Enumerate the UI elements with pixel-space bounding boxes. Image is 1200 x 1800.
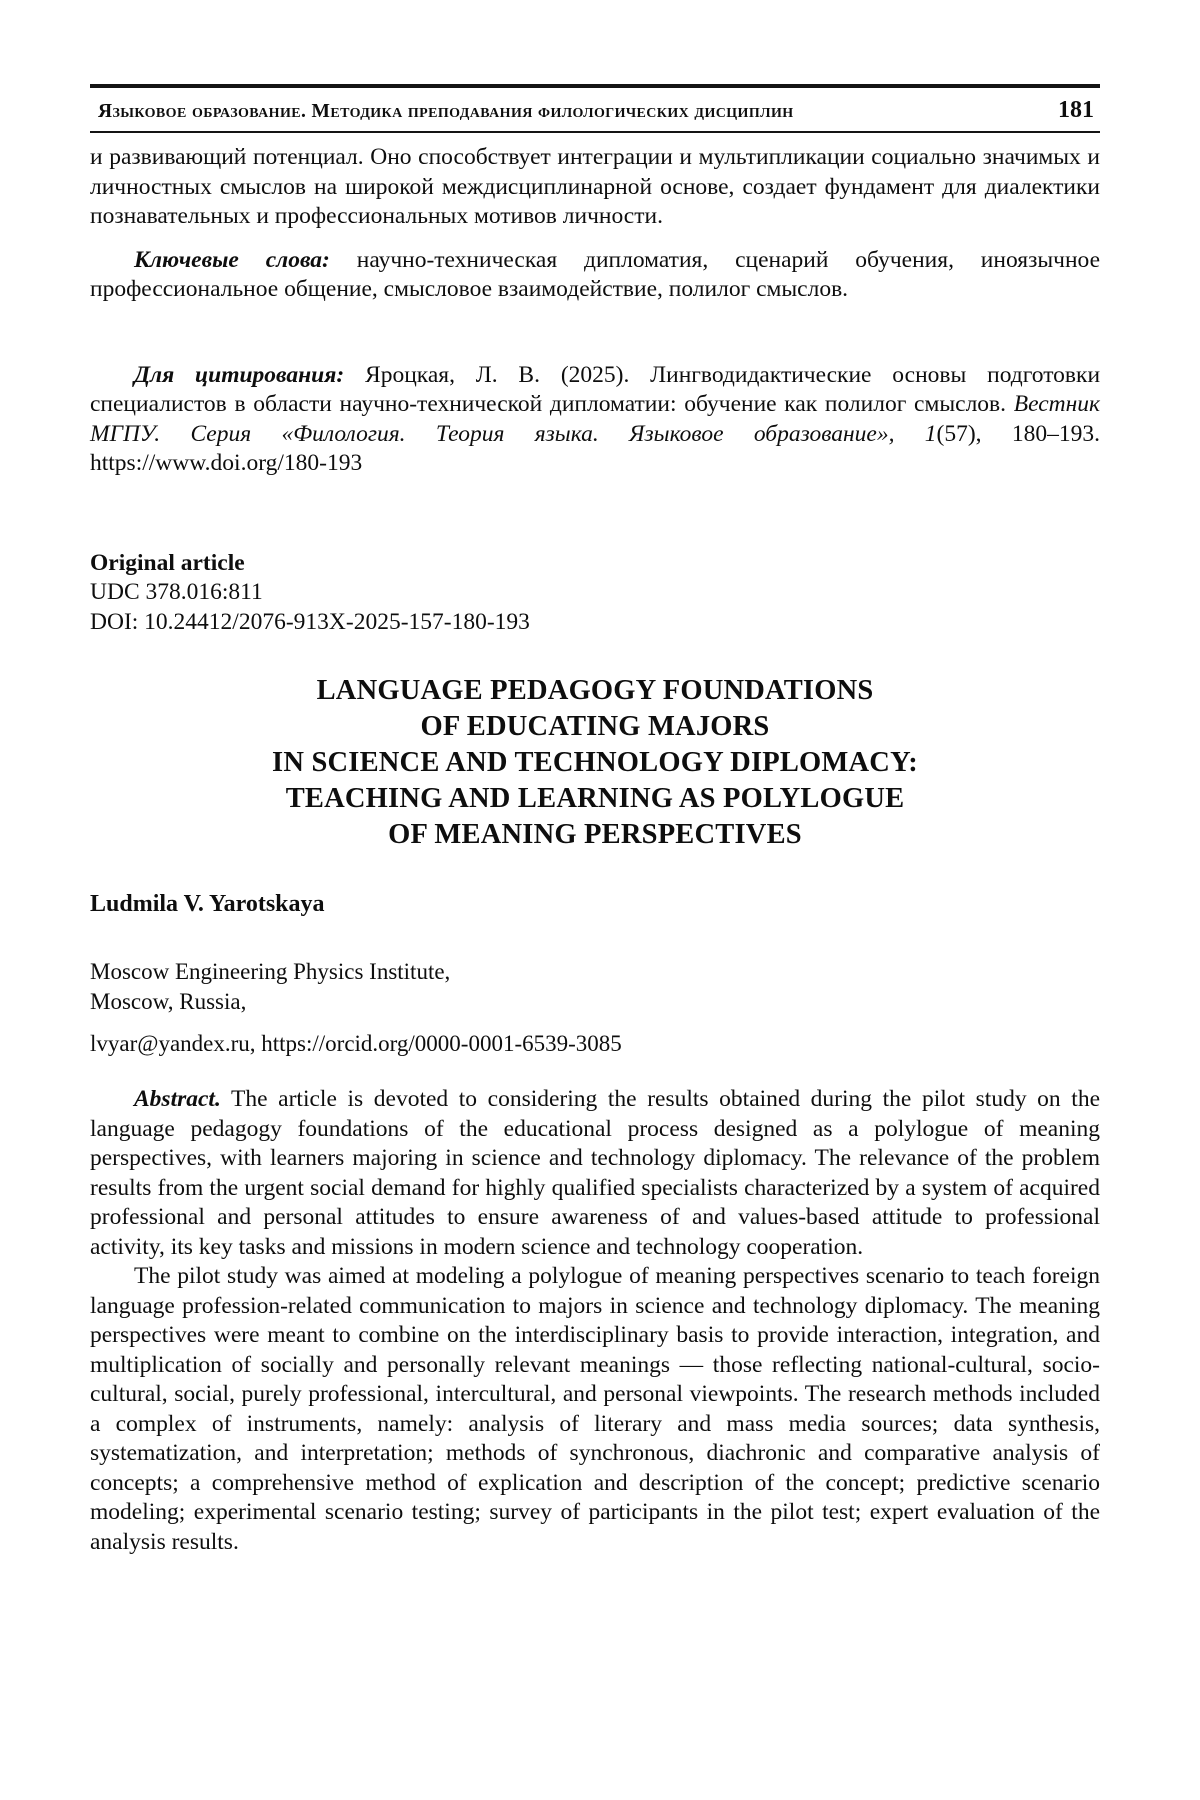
affiliation-line-2: Moscow, Russia, — [90, 989, 247, 1014]
keywords-label: Ключевые слова: — [134, 246, 330, 273]
title-line-4: TEACHING AND LEARNING AS POLYLOGUE — [285, 783, 905, 814]
abstract-paragraph-2 — [90, 1262, 1100, 1557]
citation-volume-number: 1 — [924, 420, 937, 447]
author-name: Ludmila V. Yarotskaya — [90, 891, 325, 917]
citation-label: Для цитирования: — [134, 361, 345, 388]
title-line-1: LANGUAGE PEDAGOGY FOUNDATIONS — [316, 675, 874, 706]
abstract-label: Abstract. — [134, 1086, 221, 1112]
citation-journal-title: Вестник МГПУ. Серия «Филология. Теория языка. Языковое образование», — [90, 391, 1100, 447]
abstract-paragraph-1 — [90, 1085, 1100, 1262]
intro-paragraph — [90, 143, 1100, 232]
udc-number: UDC 378.016:811 — [90, 579, 263, 605]
article-type-label: Original article — [90, 549, 245, 576]
citation-issue-pages: (57), 180–193. https://www.doi.org/180-193 — [90, 420, 1101, 476]
citation-authors-text: Яроцкая, Л. В. (2025). Лингводидактические основы подготовки специалистов в области научно-технической дипломатии: обучение как полилог смыслов. — [90, 361, 1101, 417]
affiliation-line-1: Moscow Engineering Physics Institute, — [90, 959, 451, 984]
doi-number: DOI: 10.24412/2076-913X-2025-157-180-193 — [90, 608, 530, 635]
citation-paragraph — [90, 361, 1100, 479]
running-head-title: Языковое образование. Методика преподавания филологических дисциплин — [98, 101, 794, 122]
page-number: 181 — [1058, 97, 1094, 123]
affiliation-block — [90, 957, 1100, 1059]
intro-paragraph-text: и развивающий потенциал. Оно способствует интеграции и мультипликации социально значимых и личностных смыслов на широкой междисциплинарной основе, создает фундамент для диалектики познавательных и профессиональных мотивов личности. — [90, 144, 1100, 229]
article-title — [90, 673, 1100, 853]
title-line-2: OF EDUCATING MAJORS — [420, 711, 770, 742]
keywords-paragraph — [90, 246, 1100, 305]
article-meta-block — [90, 549, 1100, 638]
title-line-3: IN SCIENCE AND TECHNOLOGY DIPLOMACY: — [272, 747, 918, 778]
running-head — [90, 84, 1100, 133]
abstract-text-1: The article is devoted to considering the results obtained during the pilot study on the language pedagogy foundations of the educational process designed as a polylogue of meaning perspectives, with learners majoring in science and technology diplomacy. The relevance of the problem results from the urgent social demand for highly qualified specialists characterized by a system of acquired professional and personal attitudes to ensure awareness of and values-based attitude to professional activity, its key tasks and missions in modern science and technology cooperation. — [90, 1086, 1100, 1260]
title-line-5: OF MEANING PERSPECTIVES — [388, 819, 802, 850]
author-contact: lvyar@yandex.ru, https://orcid.org/0000-0001-6539-3085 — [90, 1031, 622, 1056]
abstract-text-2: The pilot study was aimed at modeling a polylogue of meaning perspectives scenario to teach foreign language profession-related communication to majors in science and technology diplomacy. The meaning perspectives were meant to combine on the interdisciplinary basis to provide interaction, integration, and multiplication of socially and personally relevant meanings — those reflecting national-cultural, socio-cultural, social, purely professional, intercultural, and personal viewpoints. The research methods included a complex of instruments, namely: analysis of literary and mass media sources; data synthesis, systematization, and interpretation; methods of synchronous, diachronic and comparative analysis of concepts; a comprehensive method of explication and description of the concept; predictive scenario modeling; experimental scenario testing; survey of participants in the pilot test; expert evaluation of the analysis results. — [90, 1263, 1100, 1555]
keywords-text: научно-техническая дипломатия, сценарий обучения, иноязычное профессиональное общение, смысловое взаимодействие, полилог смыслов. — [90, 246, 1101, 302]
